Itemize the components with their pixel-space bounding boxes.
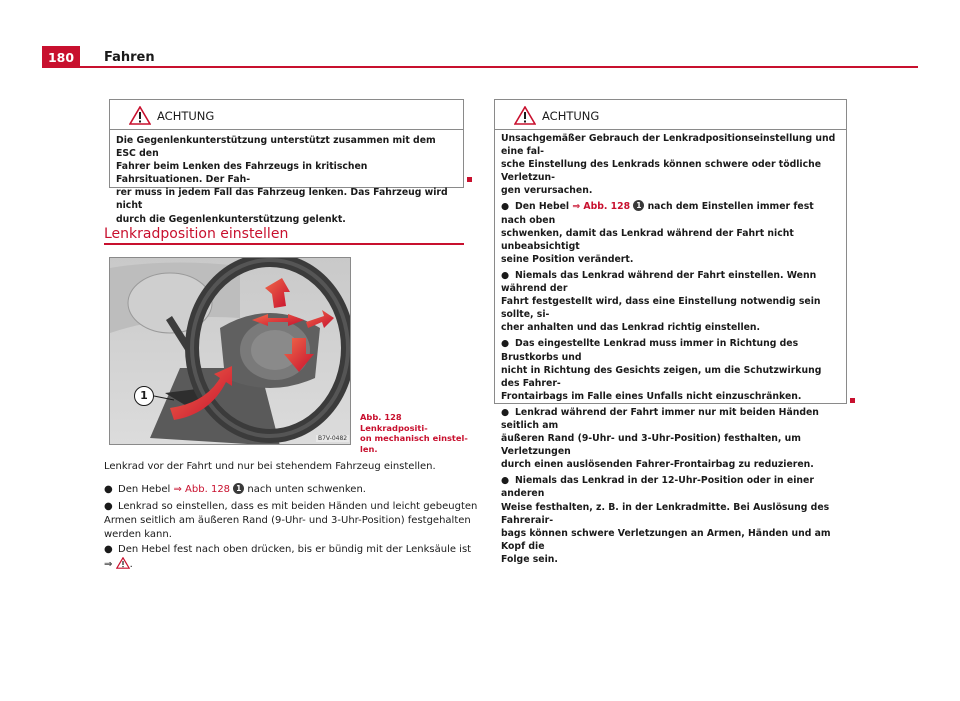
warning-line: Die Gegenlenkunterstützung unterstützt zusammen mit dem ESC den bbox=[116, 135, 436, 160]
caption-line: on mechanisch einstel- bbox=[360, 433, 468, 443]
page-number: 180 bbox=[47, 50, 75, 65]
warning-line: Lenkrad während der Fahrt immer nur mit beiden Händen seitlich am bbox=[501, 406, 819, 431]
section-rule bbox=[104, 243, 464, 245]
bullet: ● bbox=[501, 201, 510, 213]
warning-line: cher anhalten und das Lenkrad richtig einstellen. bbox=[501, 322, 761, 334]
step-2-line: Lenkrad so einstellen, dass es mit beiden Händen und leicht gebeugten bbox=[118, 501, 478, 512]
callout-badge: 1 bbox=[633, 200, 644, 211]
warning-heading: ACHTUNG bbox=[542, 109, 600, 123]
step-2-line: Armen seitlich am äußeren Rand (9-Uhr- und 3-Uhr-Position) festgehalten bbox=[104, 515, 471, 526]
warning-triangle-icon bbox=[514, 106, 536, 125]
warning-body bbox=[110, 130, 463, 231]
callout-badge: 1 bbox=[233, 483, 244, 494]
bullet: ● bbox=[501, 269, 510, 281]
figure-code: B7V-0482 bbox=[318, 435, 348, 442]
warning-line: Fahrer beim Lenken des Fahrzeugs in kritischen Fahrsituationen. Der Fah- bbox=[116, 161, 368, 186]
warning-line: seine Position verändert. bbox=[501, 253, 634, 265]
step-3-line: Den Hebel fest nach oben drücken, bis er bündig mit der Lenksäule ist bbox=[118, 544, 472, 555]
warning-triangle-icon[interactable] bbox=[116, 557, 130, 569]
section-end-square bbox=[850, 398, 855, 403]
section-end-square bbox=[467, 177, 472, 182]
intro-text: Lenkrad vor der Fahrt und nur bei stehendem Fahrzeug einstellen. bbox=[104, 461, 436, 472]
warning-line: gen verursachen. bbox=[501, 185, 593, 197]
step-1-pre: Den Hebel bbox=[118, 484, 174, 495]
warning-line: Folge sein. bbox=[501, 553, 558, 565]
warning-header bbox=[110, 100, 463, 130]
arrow-ref: ⇒ bbox=[104, 559, 113, 570]
warning-line: nicht in Richtung des Gesichts zeigen, um die Schutzwirkung des Fahrer- bbox=[501, 364, 822, 389]
warning-line: Das eingestellte Lenkrad muss immer in Richtung des Brustkorbs und bbox=[501, 338, 799, 363]
warning-line: durch die Gegenlenkunterstützung gelenkt. bbox=[116, 213, 346, 225]
warning-line: sche Einstellung des Lenkrads können schwere oder tödliche Verletzun- bbox=[501, 159, 822, 184]
warning-box-right bbox=[494, 99, 847, 565]
callout-1: 1 bbox=[134, 386, 154, 406]
figure-caption bbox=[360, 412, 470, 454]
warning-line: Niemals das Lenkrad während der Fahrt einstellen. Wenn während der bbox=[501, 269, 817, 295]
warning-line: Weise festhalten, z. B. in der Lenkradmitte. Bei Auslösung des Fahrerair- bbox=[501, 501, 830, 526]
bullet: ● bbox=[501, 338, 510, 350]
section-title: Lenkradposition einstellen bbox=[104, 226, 289, 242]
b1-pre: Den Hebel bbox=[515, 201, 573, 213]
warning-line: äußeren Rand (9-Uhr- und 3-Uhr-Position) festhalten, um Verletzungen bbox=[501, 433, 801, 458]
warning-heading: ACHTUNG bbox=[157, 109, 215, 123]
steering-wheel-figure bbox=[109, 257, 351, 445]
warning-line: Niemals das Lenkrad in der 12-Uhr-Position oder in einer anderen bbox=[501, 475, 814, 500]
warning-triangle-icon bbox=[129, 106, 151, 125]
bullet: ● bbox=[104, 544, 113, 555]
bullet: ● bbox=[104, 501, 113, 512]
period: . bbox=[129, 559, 133, 570]
step-3 bbox=[104, 543, 471, 572]
bullet: ● bbox=[104, 484, 113, 495]
step-2 bbox=[104, 500, 477, 542]
steering-wheel-illustration bbox=[110, 258, 351, 445]
warning-header bbox=[495, 100, 846, 130]
warning-body bbox=[495, 130, 846, 571]
step-1 bbox=[104, 483, 366, 497]
warning-line: rer muss in jedem Fall das Fahrzeug lenken. Das Fahrzeug wird nicht bbox=[116, 187, 448, 212]
chapter-title: Fahren bbox=[104, 50, 155, 65]
step-1-post: nach unten schwenken. bbox=[244, 484, 366, 495]
header-rule bbox=[80, 66, 918, 68]
warning-line: Frontairbags im Falle eines Unfalls nicht einzuschränken. bbox=[501, 390, 802, 402]
warning-line: Fahrt festgestellt wird, dass eine Einstellung notwendig sein sollte, si- bbox=[501, 296, 821, 321]
warning-line: schwenken, damit das Lenkrad während der Fahrt nicht unbeabsichtigt bbox=[501, 227, 794, 252]
figure-link[interactable]: ⇒ Abb. 128 bbox=[572, 201, 631, 213]
bullet: ● bbox=[501, 406, 510, 418]
warning-box-left bbox=[109, 99, 464, 225]
warning-line: bags können schwere Verletzungen an Armen, Händen und am Kopf die bbox=[501, 527, 831, 552]
caption-line: len. bbox=[360, 443, 378, 454]
figure-link[interactable]: ⇒ Abb. 128 bbox=[173, 484, 231, 495]
step-2-line: werden kann. bbox=[104, 529, 172, 540]
warning-line: Unsachgemäßer Gebrauch der Lenkradpositionseinstellung und eine fal- bbox=[501, 133, 836, 158]
b1-post: nach dem Einstellen immer fest nach oben bbox=[501, 201, 814, 226]
page-number-box bbox=[42, 46, 80, 68]
warning-line: durch einen auslösenden Fahrer-Frontairbag zu reduzieren. bbox=[501, 459, 814, 471]
caption-line: Abb. 128 Lenkradpositi- bbox=[360, 412, 428, 433]
bullet: ● bbox=[501, 475, 510, 487]
